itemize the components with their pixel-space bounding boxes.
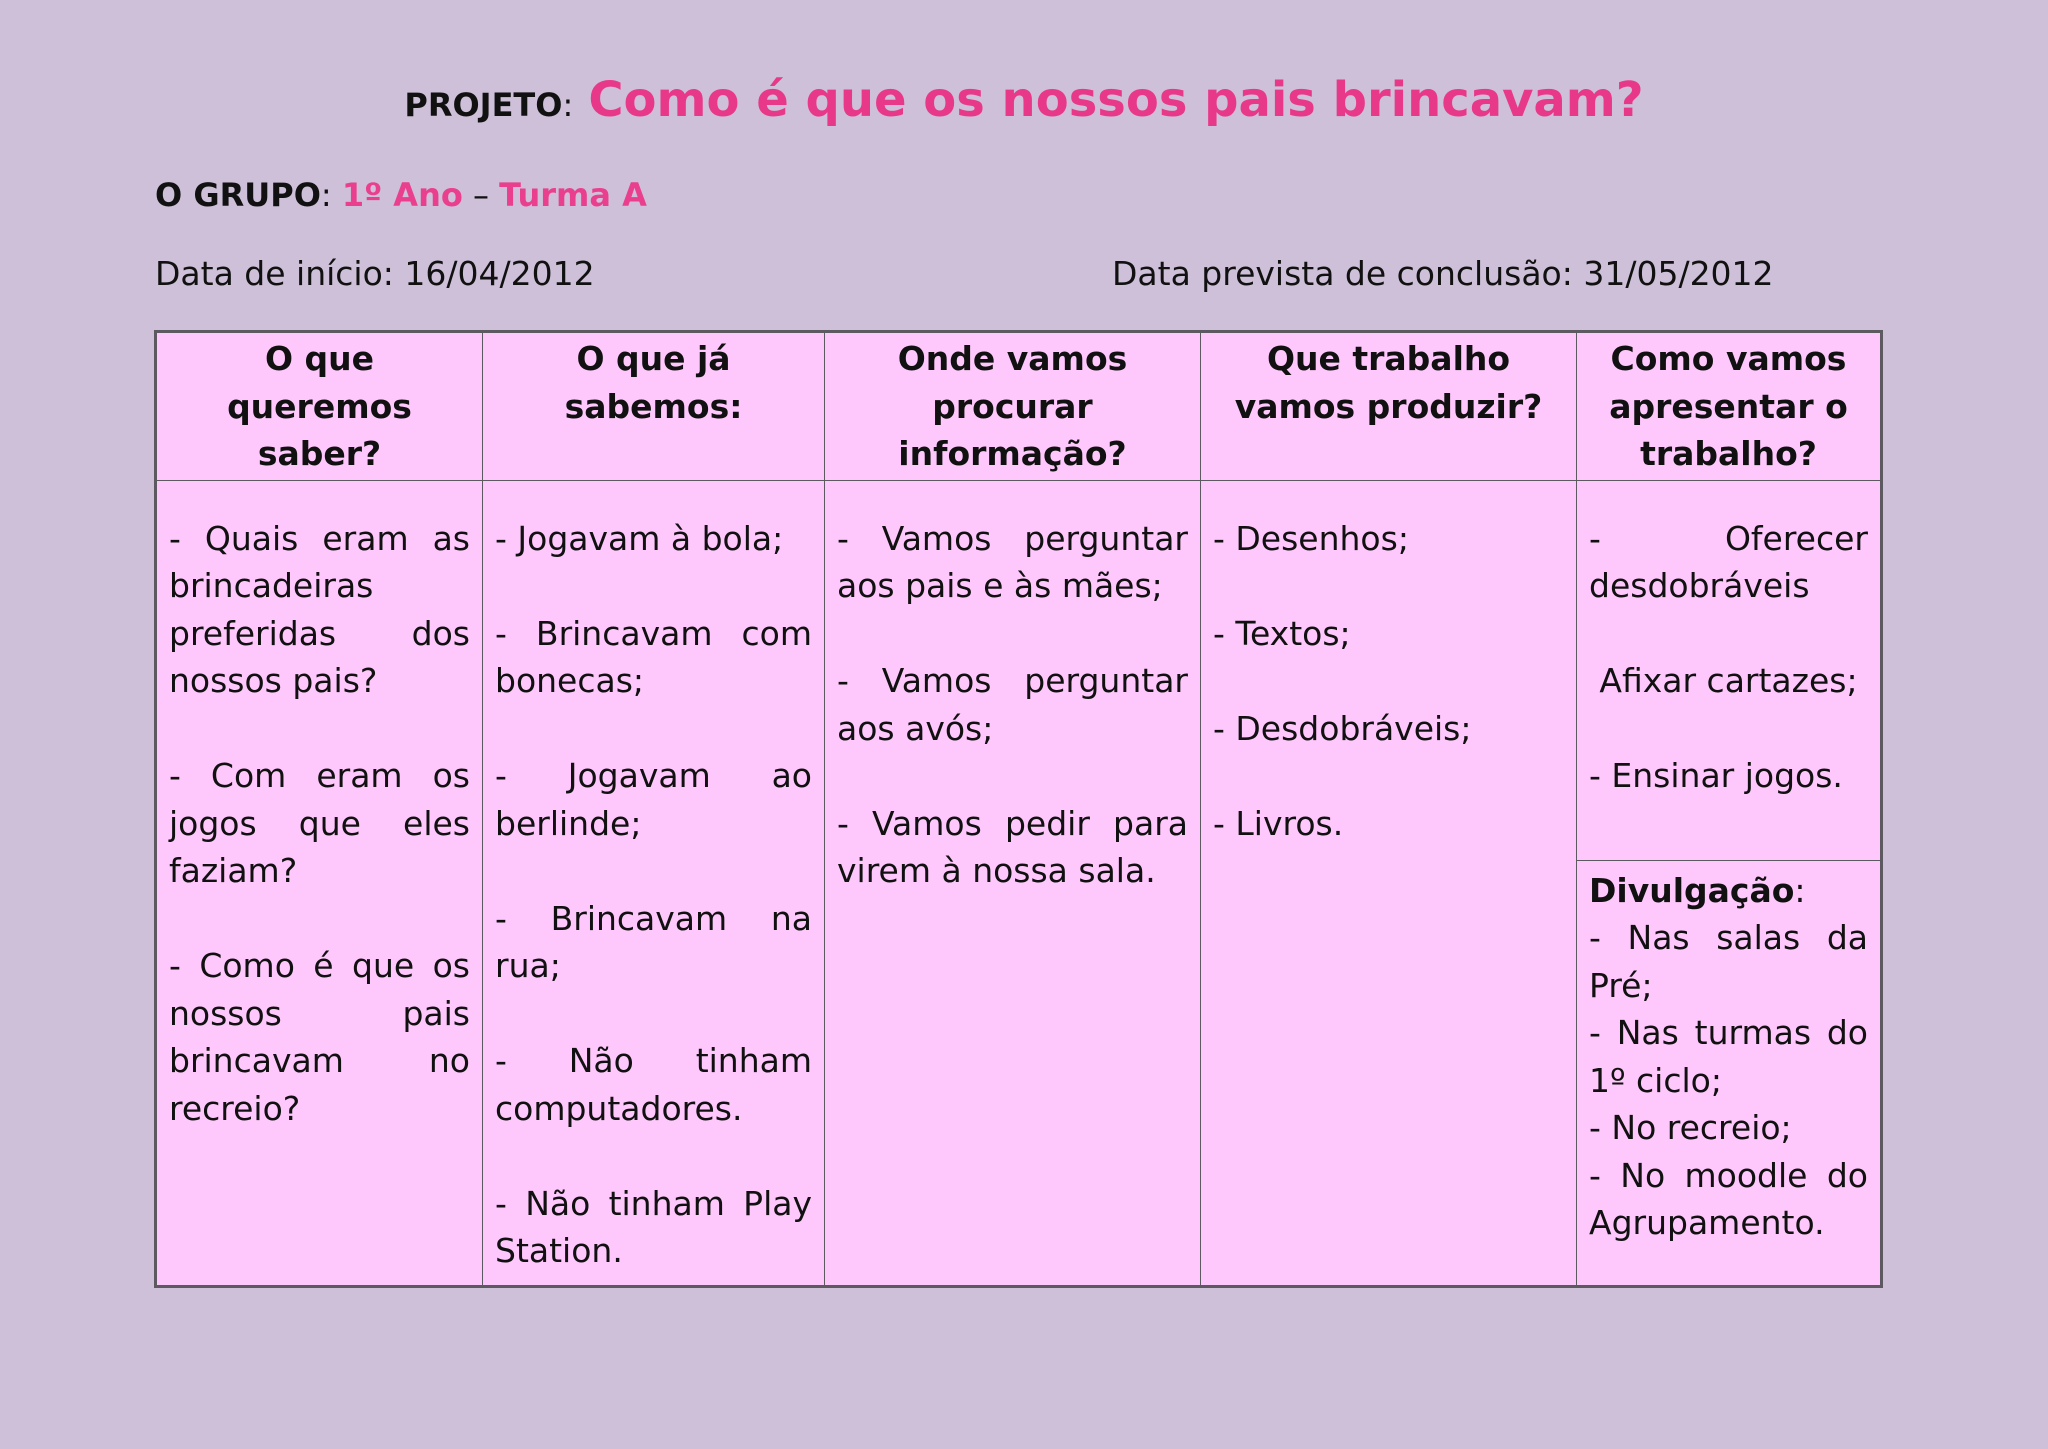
list-item: - Desdobráveis; [1213,708,1472,748]
project-plan-table [154,330,1883,1288]
list-item: - Quais eram as brincadeiras preferidas dos nossos pais? [169,518,470,700]
cell-dissemination [1577,860,1882,1286]
cell-where-to-search [825,480,1201,1286]
project-colon: : [562,86,574,124]
table-row [156,480,1882,860]
list-item: - Oferecer desdobráveis [1589,518,1868,605]
list-item: - No recreio; [1589,1108,1792,1147]
project-title: Como é que os nossos pais brincavam? [588,72,1644,128]
column-header-where-to-search: Onde vamos procurar informação? [825,332,1201,481]
list-item: - Com eram os jogos que eles faziam? [169,756,470,890]
cell-how-to-present [1577,480,1882,860]
group-line [155,176,647,214]
list-item: - Livros. [1213,803,1344,843]
column-header-how-to-present: Como vamos apresentar o trabalho? [1577,332,1882,481]
column-header-already-know: O que já sabemos: [483,332,825,481]
dissemination-label: Divulgação [1589,870,1795,910]
list-item: - Nas turmas do 1º ciclo; [1589,1013,1868,1100]
end-date: Data prevista de conclusão: 31/05/2012 [1112,254,1774,293]
list-item: - Brincavam com bonecas; [495,613,812,700]
group-label: O GRUPO [155,176,321,214]
list-item: - Textos; [1213,613,1351,653]
list-item: - Vamos perguntar aos avós; [837,661,1188,748]
group-colon: : [320,176,342,214]
list-item: - Como é que os nossos pais brincavam no recreio? [169,946,470,1128]
list-item: Afixar cartazes; [1599,661,1858,700]
start-date: Data de início: 16/04/2012 [155,254,595,293]
list-item: - Desenhos; [1213,518,1409,558]
group-class: Turma A [499,176,647,214]
dissemination-colon: : [1794,870,1806,910]
project-title-line [0,72,2048,128]
table-header-row [156,332,1882,481]
list-item: - Vamos perguntar aos pais e às mães; [837,518,1188,605]
group-year: 1º Ano [341,176,463,214]
list-item: - Nas salas da Pré; [1589,918,1868,1005]
column-header-work-to-produce: Que trabalho vamos produzir? [1201,332,1577,481]
list-item: - Vamos pedir para virem à nossa sala. [837,803,1188,890]
cell-already-know [483,480,825,1286]
list-item: - Não tinham Play Station. [495,1183,812,1270]
list-item: - No moodle do Agrupamento. [1589,1155,1868,1242]
list-item: - Ensinar jogos. [1589,756,1843,795]
cell-work-to-produce [1201,480,1577,1286]
list-item: - Jogavam à bola; [495,518,784,558]
list-item: - Não tinham computadores. [495,1041,812,1128]
list-item: - Brincavam na rua; [495,898,812,985]
cell-want-to-know [156,480,483,1286]
group-dash: – [462,176,500,214]
list-item: - Jogavam ao berlinde; [495,756,812,843]
project-label: PROJETO [404,86,563,124]
dissemination-heading [1589,867,1868,915]
column-header-want-to-know: O que queremos saber? [156,332,483,481]
